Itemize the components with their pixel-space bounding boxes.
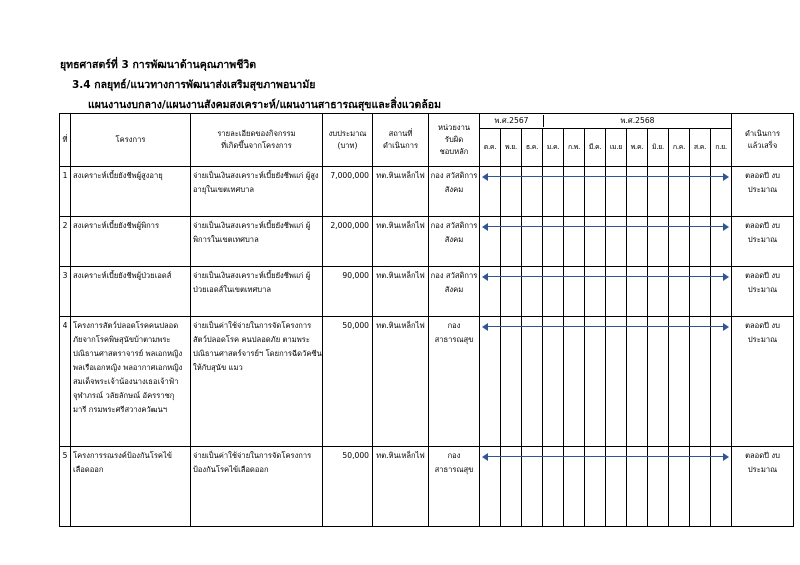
timeline-cell — [480, 217, 732, 267]
row-place-cell — [373, 217, 429, 267]
row-detail: จ่ายเป็นเงินสงเคราะห์เบี้ยยังชีพแก่ ผู้สูงอายุในเขตเทศบาล — [193, 171, 319, 194]
plan-heading: แผนงานงบกลาง/แผนงานสังคมสงเคราะห์/แผนงานสาธารณสุขและสิ่งแวดล้อม — [88, 99, 441, 111]
row-done-cell — [732, 317, 794, 447]
row-unit: กองสาธารณสุข — [434, 321, 474, 344]
month-header-cell: ก.ค. — [669, 129, 690, 166]
row-no-cell — [60, 447, 71, 527]
row-project-cell — [71, 217, 191, 267]
month-header-cell: มิ.ย. — [648, 129, 669, 166]
row-project-cell — [71, 167, 191, 217]
row-project: โครงการรณรงค์ป้องกันโรคไข้ เลือดออก — [73, 451, 173, 474]
row-place-cell — [373, 267, 429, 317]
project-plan-table — [59, 113, 794, 527]
row-place-cell — [373, 167, 429, 217]
arrow-left-icon — [482, 173, 488, 181]
month-header-cell: ส.ค. — [690, 129, 711, 166]
row-detail-cell — [191, 317, 323, 447]
arrow-shaft — [486, 226, 725, 227]
row-done-cell — [732, 447, 794, 527]
col-place-line1: สถานที่ — [388, 129, 413, 138]
col-unit-line3: ชอบหลัก — [439, 147, 469, 156]
row-no-cell — [60, 317, 71, 447]
timeline-arrow — [482, 223, 729, 231]
col-detail-line2: ที่เกิดขึ้นจากโครงการ — [221, 141, 292, 150]
arrow-shaft — [486, 326, 725, 327]
timeline-arrow — [482, 173, 729, 181]
row-project-cell — [71, 267, 191, 317]
row-done-cell — [732, 267, 794, 317]
row-no-cell — [60, 167, 71, 217]
table-row — [60, 317, 794, 447]
row-unit-cell — [429, 217, 480, 267]
row-place: ทต.หินเหล็กไฟ — [376, 321, 425, 330]
row-detail: จ่ายเป็นเงินสงเคราะห์เบี้ยยังชีพแก่ ผู้พิการในเขตเทศบาล — [193, 221, 311, 244]
row-budget-cell — [323, 167, 373, 217]
row-unit-cell — [429, 447, 480, 527]
month-header-cell: ก.ย. — [715, 143, 727, 151]
row-unit: กอง สวัสดิการสังคม — [430, 221, 478, 244]
arrow-left-icon — [482, 273, 488, 281]
row-unit-cell — [429, 267, 480, 317]
table-row — [60, 447, 794, 527]
row-budget: 50,000 — [342, 451, 369, 460]
row-budget-cell — [323, 447, 373, 527]
row-detail-cell — [191, 217, 323, 267]
row-unit: กองสาธารณสุข — [434, 451, 474, 474]
month-header-cell: ธ.ค. — [522, 129, 543, 166]
row-budget-cell — [323, 267, 373, 317]
row-place: ทต.หินเหล็กไฟ — [376, 271, 425, 280]
row-no: 1 — [62, 171, 68, 180]
timeline-cell — [480, 317, 732, 447]
row-no: 4 — [62, 321, 68, 330]
col-unit — [429, 114, 480, 167]
month-header-cell: ก.พ. — [564, 129, 585, 166]
row-no-cell — [60, 267, 71, 317]
month-header-cell: เม.ย — [606, 129, 627, 166]
row-done-cell — [732, 167, 794, 217]
row-budget-cell — [323, 217, 373, 267]
arrow-right-icon — [723, 323, 729, 331]
col-detail-line1: รายละเอียดของกิจกรรม — [217, 129, 296, 138]
year-2568: พ.ศ.2568 — [620, 116, 655, 125]
row-project: สงเคราะห์เบี้ยยังชีพผู้สูงอายุ — [73, 171, 163, 180]
timeline-cell — [480, 447, 732, 527]
row-no: 5 — [62, 451, 68, 460]
col-done-line2: แล้วเสร็จ — [747, 141, 778, 150]
arrow-right-icon — [723, 273, 729, 281]
month-header-cell: พ.ย. — [501, 129, 522, 166]
col-done-line1: ดำเนินการ — [744, 129, 781, 138]
row-unit-cell — [429, 317, 480, 447]
row-project: โครงการสัตว์ปลอดโรคคนปลอด ภัยจากโรคพิษสุนัขบ้าตามพระ ปณิธานศาสตราจารย์ พลเอกหญิง พลเรือเอกหญิง พลอากาศเอกหญิง สมเด็จพระเจ้าน้องนางเธอเจ้าฟ้า จุฬาภรณ์ วลัยลักษณ์ อัครราชกุ มารี กรมพระศรีสวางควัฒนฯ — [73, 321, 183, 414]
row-done: ตลอดปี งบประมาณ — [745, 321, 780, 344]
row-done-cell — [732, 217, 794, 267]
col-unit-line1: หน่วยงาน — [437, 123, 471, 132]
row-no: 3 — [62, 271, 68, 280]
row-place-cell — [373, 447, 429, 527]
month-header-cell: มี.ค. — [585, 129, 606, 166]
col-place-line2: ดำเนินการ — [382, 141, 419, 150]
row-place: ทต.หินเหล็กไฟ — [376, 451, 425, 460]
row-done: ตลอดปี งบประมาณ — [745, 221, 780, 244]
row-unit: กอง สวัสดิการสังคม — [430, 171, 478, 194]
table-row — [60, 267, 794, 317]
arrow-shaft — [486, 276, 725, 277]
row-detail-cell — [191, 447, 323, 527]
strategy-heading: ยุทธศาสตร์ที่ 3 การพัฒนาด้านคุณภาพชีวิต — [60, 59, 257, 71]
row-budget: 7,000,000 — [330, 171, 369, 180]
row-detail: จ่ายเป็นค่าใช้จ่ายในการจัดโครงการ สัตว์ปลอดโรค คนปลอดภัย ตามพระปณิธานศาสตร์จารย์ฯ โดยการฉีดวัคซีนให้กับสุนัข แมว — [193, 321, 322, 372]
year-2567: พ.ศ.2567 — [480, 115, 544, 127]
col-place — [373, 114, 429, 167]
arrow-right-icon — [723, 173, 729, 181]
row-project: สงเคราะห์เบี้ยยังชีพผู้ป่วยเอดส์ — [73, 271, 172, 280]
col-budget-line1: งบประมาณ — [328, 129, 367, 138]
col-no: ที่ — [60, 114, 71, 167]
row-place: ทต.หินเหล็กไฟ — [376, 171, 425, 180]
timeline-arrow — [482, 323, 729, 331]
row-done: ตลอดปี งบประมาณ — [745, 271, 780, 294]
timeline-arrow — [482, 453, 729, 461]
row-budget-cell — [323, 317, 373, 447]
timeline-arrow — [482, 273, 729, 281]
row-detail: จ่ายเป็นค่าใช้จ่ายในการจัดโครงการ ป้องกันโรคไข้เลือดออก — [193, 451, 312, 474]
approach-heading: 3.4 กลยุทธ์/แนวทางการพัฒนาส่งเสริมสุขภาพอนามัย — [72, 79, 316, 91]
row-detail-cell — [191, 267, 323, 317]
row-unit-cell — [429, 167, 480, 217]
arrow-left-icon — [482, 453, 488, 461]
col-done — [732, 114, 794, 167]
table-row — [60, 217, 794, 267]
row-detail-cell — [191, 167, 323, 217]
row-project-cell — [71, 447, 191, 527]
month-header-cell: ม.ค. — [543, 129, 564, 166]
row-done: ตลอดปี งบประมาณ — [745, 171, 780, 194]
row-done: ตลอดปี งบประมาณ — [745, 451, 780, 474]
row-project-cell — [71, 317, 191, 447]
row-no: 2 — [62, 221, 68, 230]
col-years — [480, 114, 732, 129]
arrow-shaft — [486, 176, 725, 177]
arrow-right-icon — [723, 453, 729, 461]
row-place-cell — [373, 317, 429, 447]
arrow-left-icon — [482, 323, 488, 331]
row-no-cell — [60, 217, 71, 267]
col-budget — [323, 114, 373, 167]
arrow-left-icon — [482, 223, 488, 231]
row-budget: 2,000,000 — [330, 221, 369, 230]
month-header-cell: พ.ค. — [627, 129, 648, 166]
month-header-cell: ต.ค. — [480, 129, 501, 166]
row-unit: กอง สวัสดิการสังคม — [430, 271, 478, 294]
col-project: โครงการ — [71, 114, 191, 167]
col-budget-line2: (บาท) — [337, 141, 358, 150]
timeline-cell — [480, 167, 732, 217]
col-detail — [191, 114, 323, 167]
arrow-right-icon — [723, 223, 729, 231]
timeline-cell — [480, 267, 732, 317]
row-budget: 90,000 — [342, 271, 369, 280]
row-project: สงเคราะห์เบี้ยยังชีพผู้พิการ — [73, 221, 160, 230]
month-header — [480, 129, 732, 167]
row-detail: จ่ายเป็นเงินสงเคราะห์เบี้ยยังชีพแก่ ผู้ป่วยเอดส์ในเขตเทศบาล — [193, 271, 311, 294]
arrow-shaft — [486, 456, 725, 457]
row-budget: 50,000 — [342, 321, 369, 330]
row-place: ทต.หินเหล็กไฟ — [376, 221, 425, 230]
table-row — [60, 167, 794, 217]
col-unit-line2: รับผิด — [444, 135, 464, 144]
